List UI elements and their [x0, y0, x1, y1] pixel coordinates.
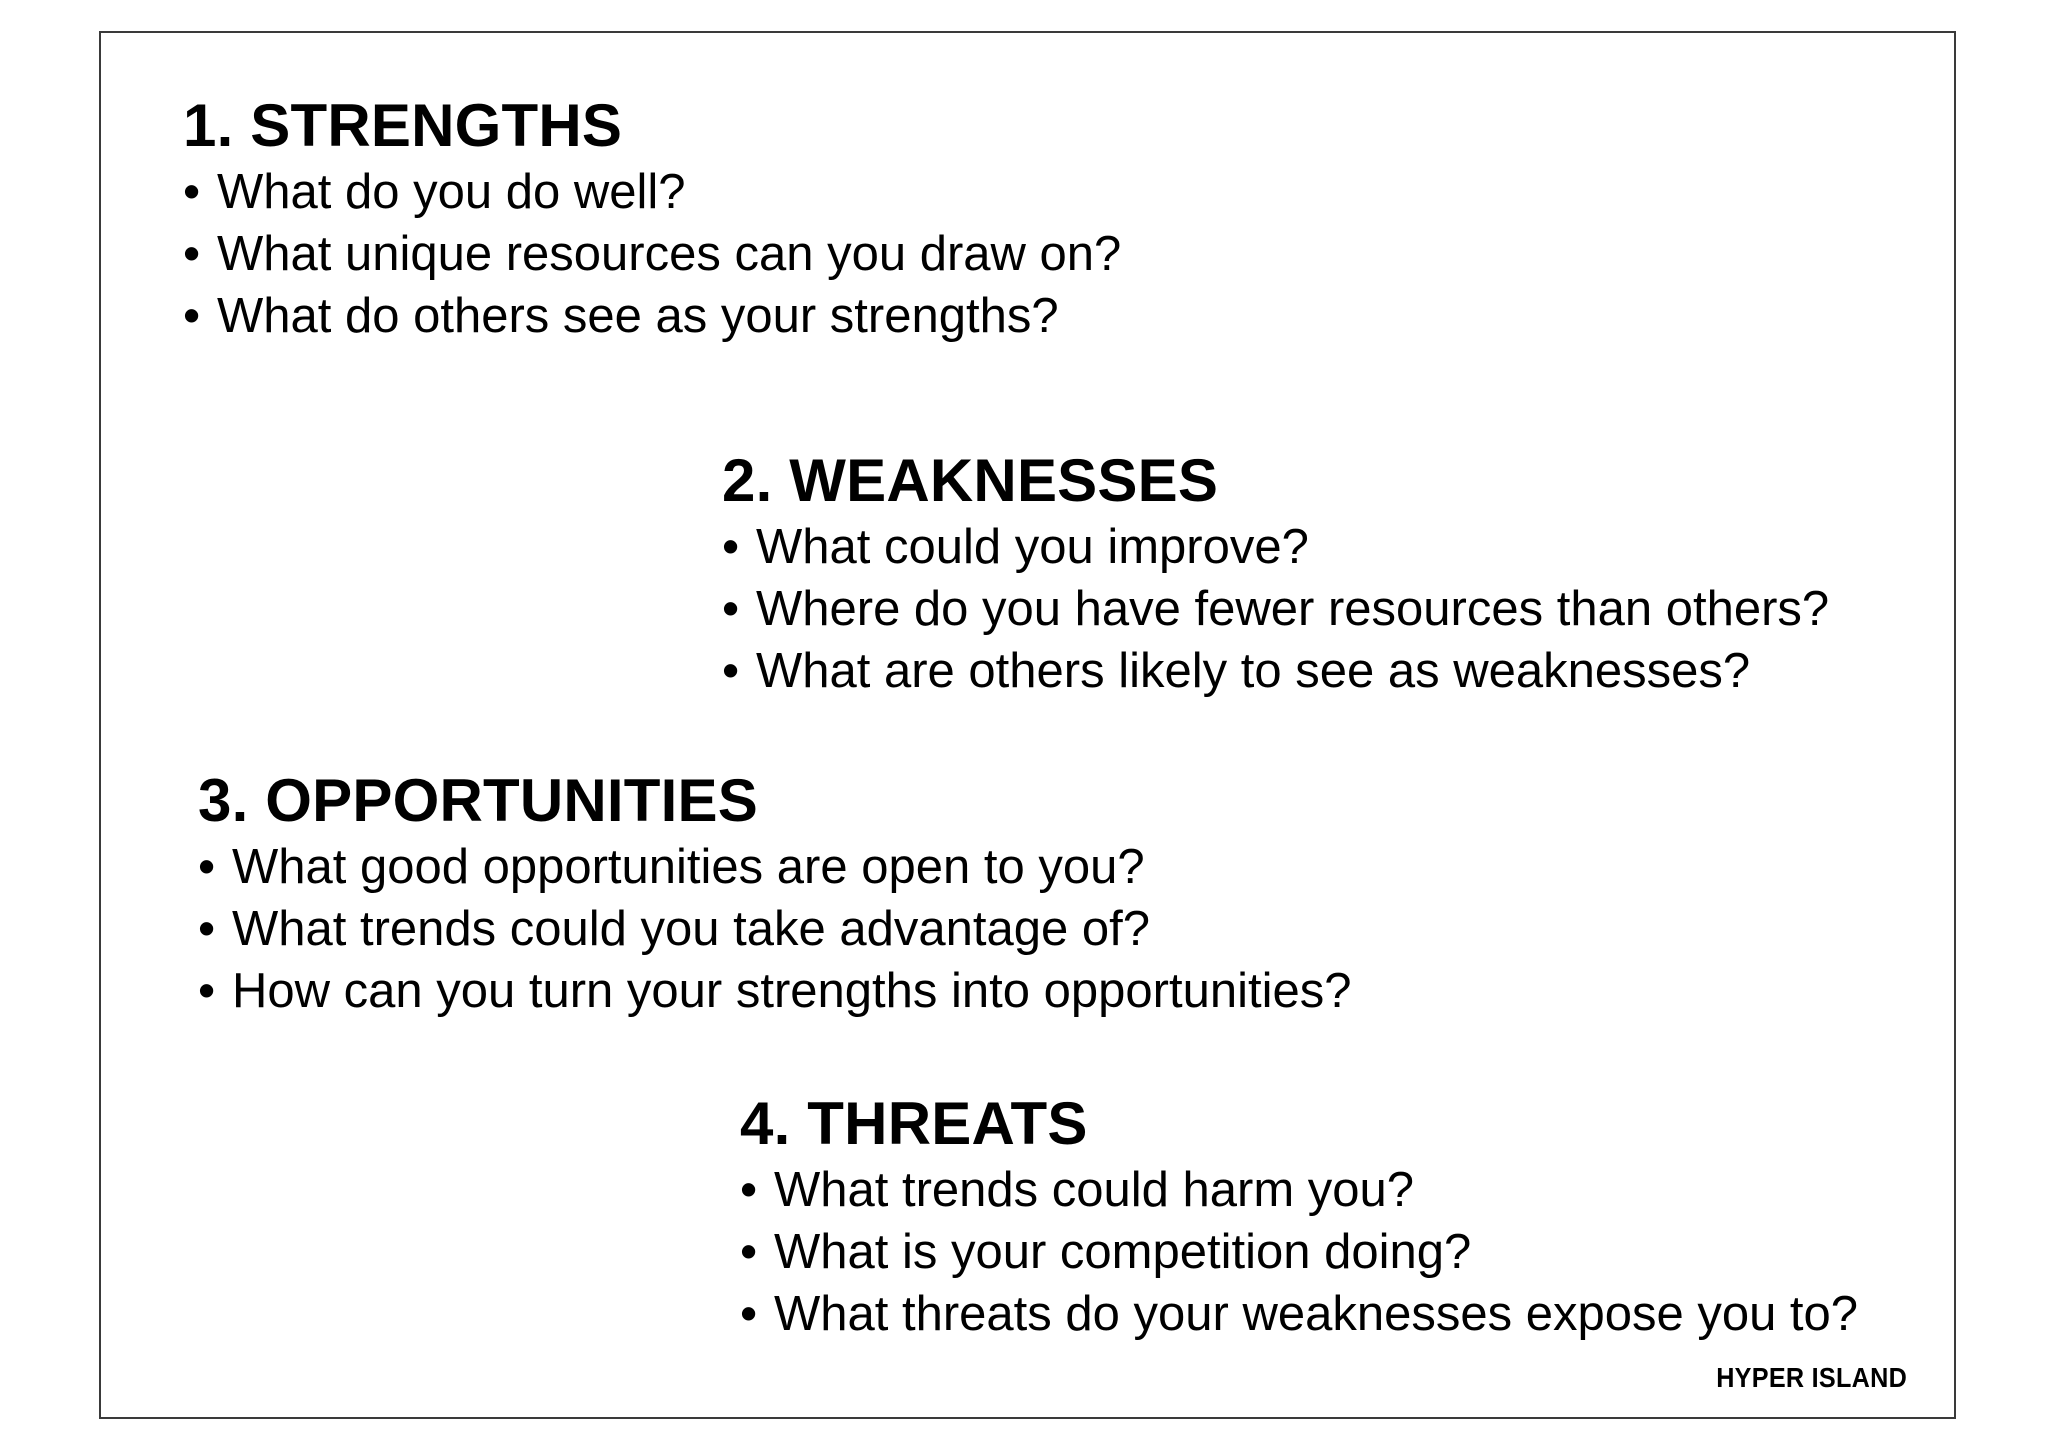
weaknesses-list — [722, 516, 1829, 702]
list-item-text: Where do you have fewer resources than others? — [756, 582, 1830, 636]
list-item — [722, 516, 1829, 578]
list-item — [183, 161, 1121, 223]
strengths-heading: 1. STRENGTHS — [183, 92, 623, 159]
list-item-text: What could you improve? — [756, 520, 1309, 574]
list-item-text: What do you do well? — [217, 165, 686, 219]
bullet: • — [198, 902, 216, 956]
list-item — [198, 960, 1351, 1022]
list-item — [198, 898, 1351, 960]
list-item — [740, 1221, 1858, 1283]
list-item — [722, 578, 1829, 640]
bullet: • — [722, 582, 740, 636]
weaknesses-heading: 2. WEAKNESSES — [722, 447, 1219, 514]
list-item — [183, 223, 1121, 285]
strengths-list — [183, 161, 1121, 347]
list-item-text: How can you turn your strengths into opportunities? — [232, 964, 1352, 1018]
list-item-text: What is your competition doing? — [774, 1225, 1472, 1279]
opportunities-list — [198, 836, 1351, 1022]
bullet: • — [183, 227, 201, 281]
list-item — [722, 640, 1829, 702]
list-item-text: What trends could harm you? — [774, 1163, 1415, 1217]
bullet: • — [722, 644, 740, 698]
list-item-text: What do others see as your strengths? — [217, 289, 1059, 343]
list-item — [198, 836, 1351, 898]
bullet: • — [183, 165, 201, 219]
list-item-text: What trends could you take advantage of? — [232, 902, 1150, 956]
threats-section — [740, 1089, 1858, 1345]
bullet: • — [183, 289, 201, 343]
brand-logo-text: HYPER ISLAND — [1716, 1362, 1907, 1393]
bullet: • — [740, 1163, 758, 1217]
list-item-text: What good opportunities are open to you? — [232, 840, 1145, 894]
strengths-section — [183, 91, 1121, 347]
bullet: • — [740, 1287, 758, 1341]
bullet: • — [198, 840, 216, 894]
threats-list — [740, 1159, 1858, 1345]
list-item-text: What threats do your weaknesses expose you to? — [774, 1287, 1859, 1341]
list-item — [740, 1283, 1858, 1345]
list-item — [183, 285, 1121, 347]
weaknesses-section — [722, 446, 1829, 702]
list-item-text: What unique resources can you draw on? — [217, 227, 1122, 281]
bullet: • — [722, 520, 740, 574]
bullet: • — [198, 964, 216, 1018]
opportunities-heading: 3. OPPORTUNITIES — [198, 767, 758, 834]
list-item — [740, 1159, 1858, 1221]
bullet: • — [740, 1225, 758, 1279]
list-item-text: What are others likely to see as weaknesses? — [756, 644, 1751, 698]
threats-heading: 4. THREATS — [740, 1090, 1088, 1157]
opportunities-section — [198, 766, 1351, 1022]
